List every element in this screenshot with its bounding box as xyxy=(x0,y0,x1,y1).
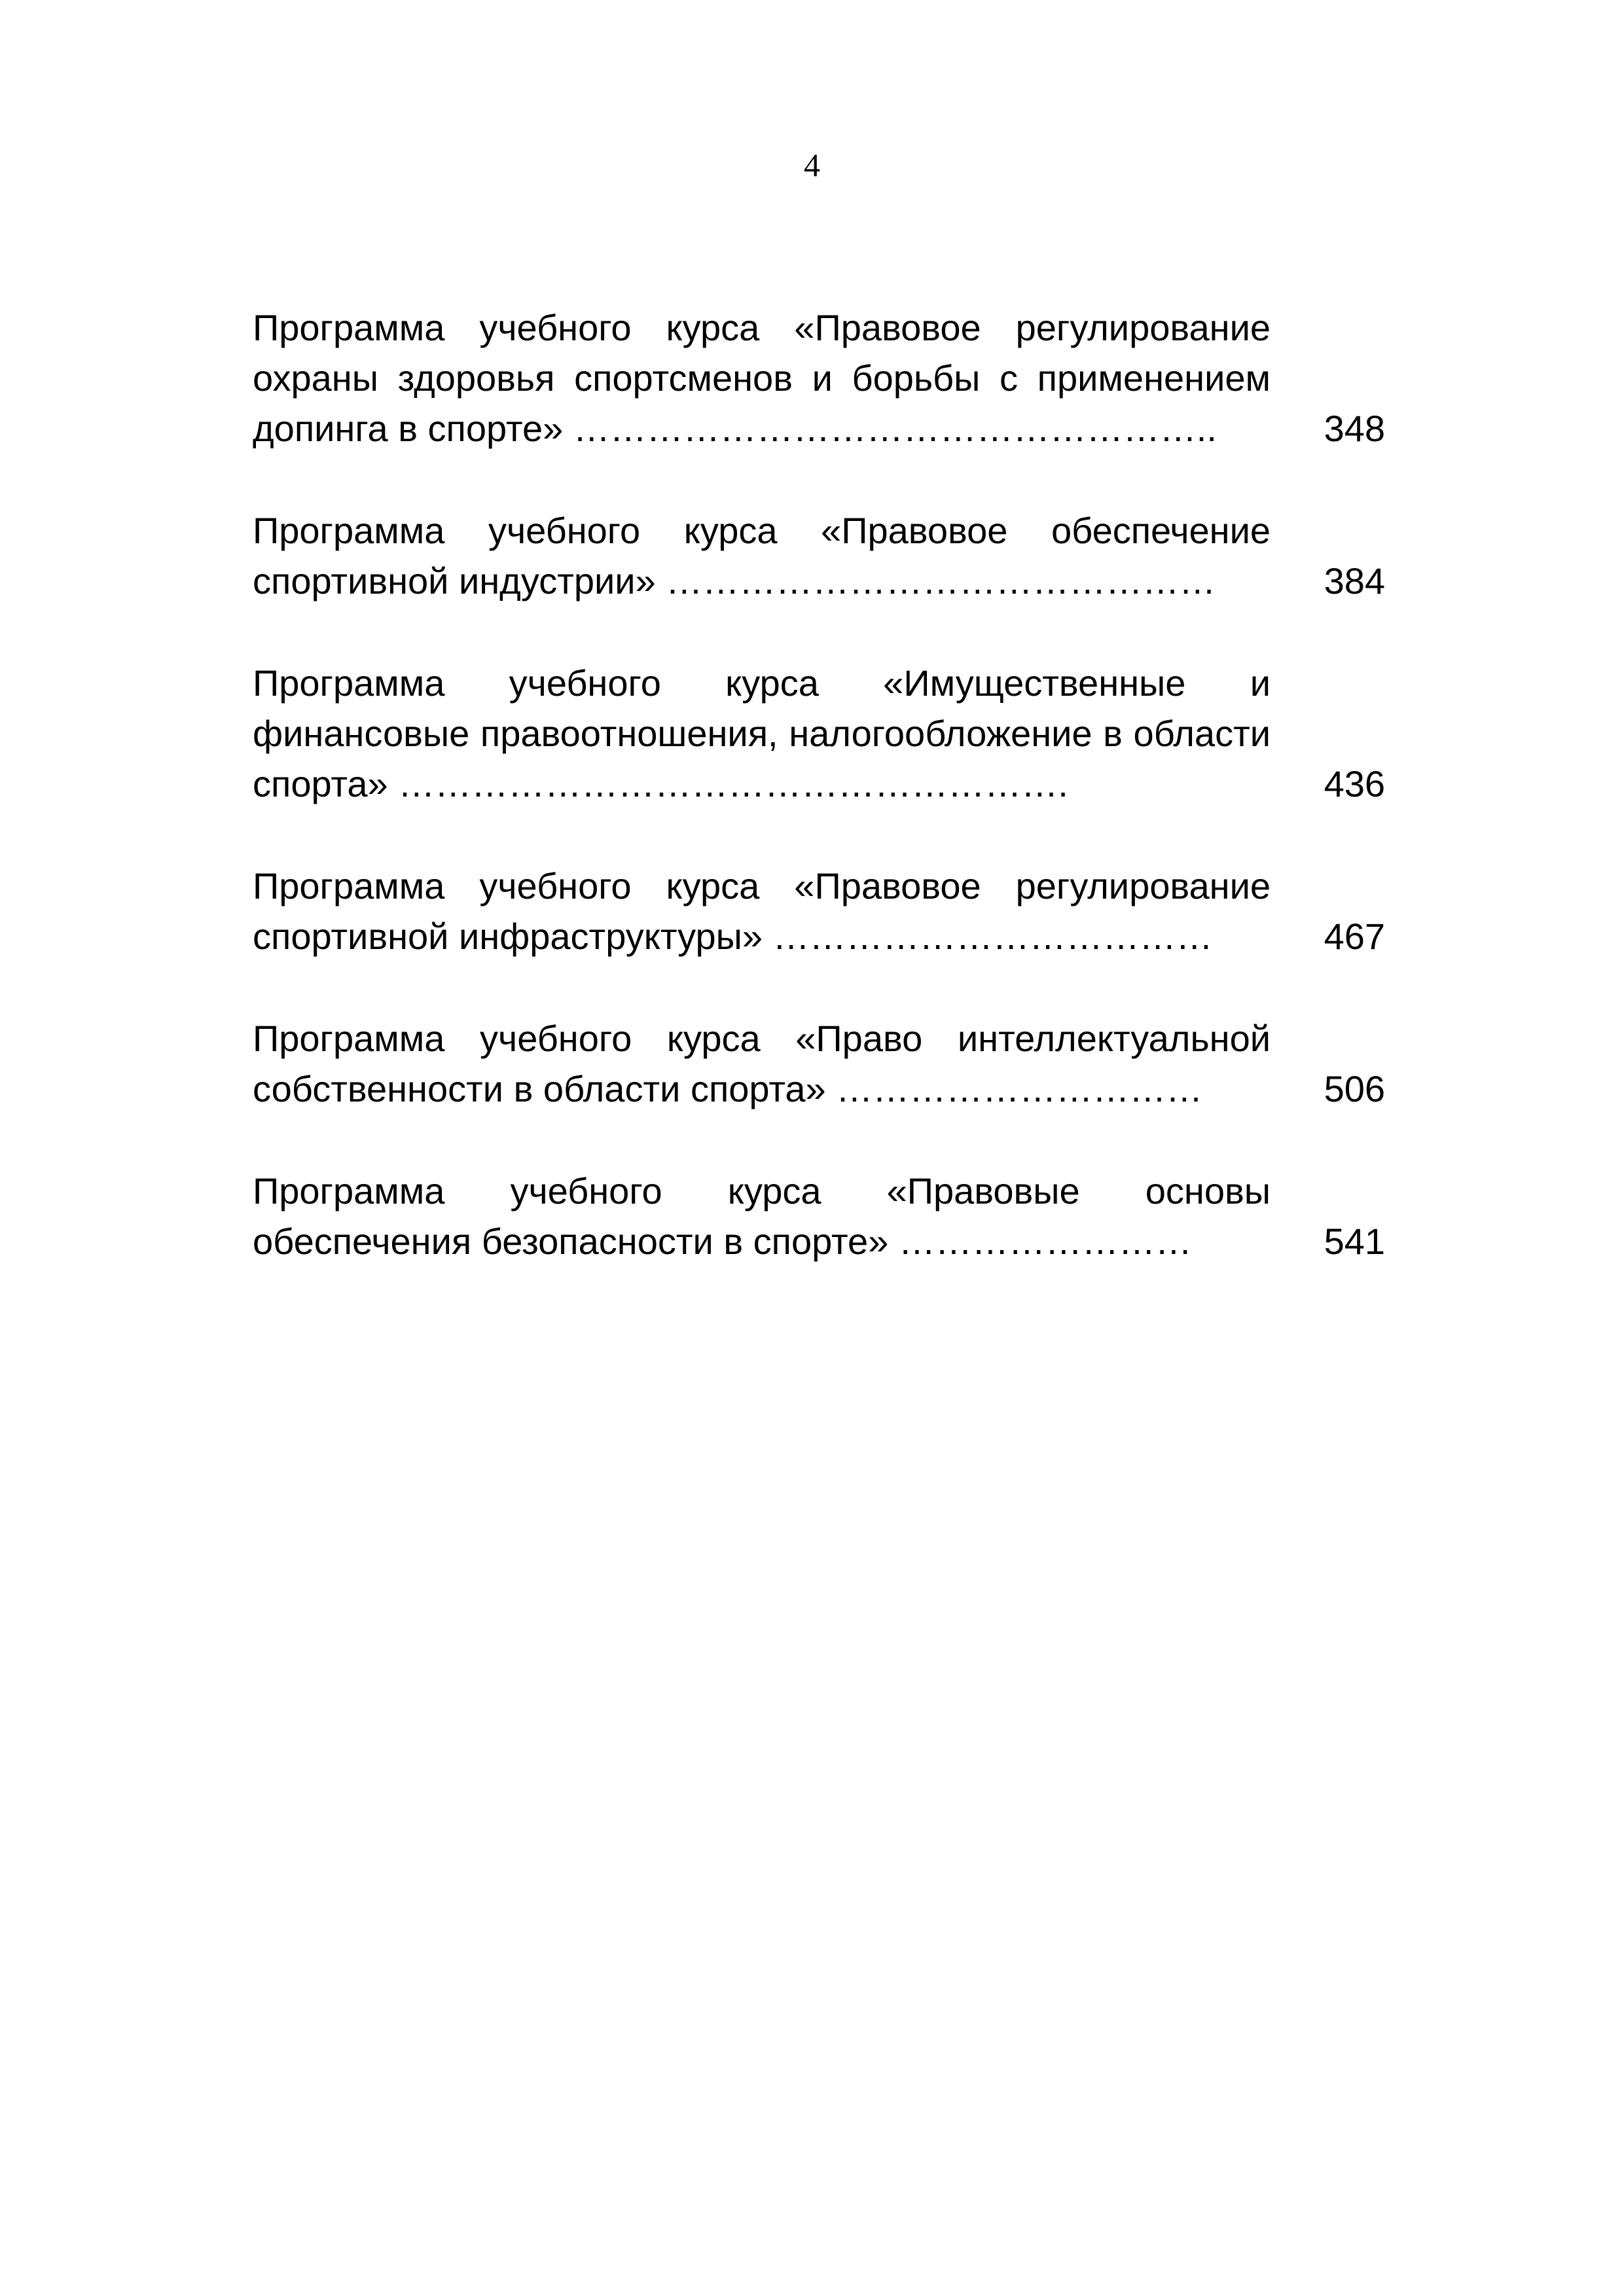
toc-entry-page: 467 xyxy=(1324,916,1385,957)
page-number: 4 xyxy=(804,147,820,183)
toc-dot-leader: …………………………………………….. xyxy=(563,408,1217,449)
toc-dot-leader: …………………… xyxy=(888,1221,1192,1262)
toc-dot-leader: ………………………………………………. xyxy=(388,763,1068,804)
toc-entry xyxy=(253,302,1385,454)
toc-dot-leader: ……………………………………… xyxy=(655,560,1216,601)
toc-entry xyxy=(253,658,1385,809)
toc-entry-title-text: Программа учебного курса «Правовое регулирование спортивной инфраструктуры» xyxy=(253,865,1271,957)
toc-entry-title xyxy=(253,505,1271,606)
toc-entry-title-text: Программа учебного курса «Правовое обеспечение спортивной индустрии» xyxy=(253,510,1271,601)
toc-entry-title xyxy=(253,861,1271,961)
toc-entry-page: 384 xyxy=(1324,560,1385,601)
toc-entry xyxy=(253,1013,1385,1114)
toc-entry-title-text: Программа учебного курса «Правовое регулирование охраны здоровья спортсменов и борьбы с применением допинга в спорте» xyxy=(253,307,1271,449)
table-of-contents xyxy=(253,302,1385,1318)
toc-entry-page: 348 xyxy=(1324,408,1385,449)
toc-dot-leader: ………………………… xyxy=(825,1068,1203,1109)
toc-entry-title-text: Программа учебного курса «Имущественные и финансовые правоотношения, налогообложение в области спорта» xyxy=(253,662,1271,804)
toc-entry xyxy=(253,861,1385,961)
toc-entry xyxy=(253,505,1385,606)
toc-entry-title-text: Программа учебного курса «Право интеллектуальной собственности в области спорта» xyxy=(253,1018,1271,1109)
toc-entry-title xyxy=(253,658,1271,809)
toc-dot-leader: ……………………………… xyxy=(763,916,1213,957)
toc-entry-page: 506 xyxy=(1324,1068,1385,1109)
toc-entry-title xyxy=(253,302,1271,454)
toc-entry-page: 436 xyxy=(1324,763,1385,804)
toc-entry-title xyxy=(253,1013,1271,1114)
toc-entry xyxy=(253,1166,1385,1266)
toc-entry-page: 541 xyxy=(1324,1221,1385,1262)
toc-entry-title xyxy=(253,1166,1271,1266)
toc-entry-title-text: Программа учебного курса «Правовые основы обеспечения безопасности в спорте» xyxy=(253,1170,1271,1262)
